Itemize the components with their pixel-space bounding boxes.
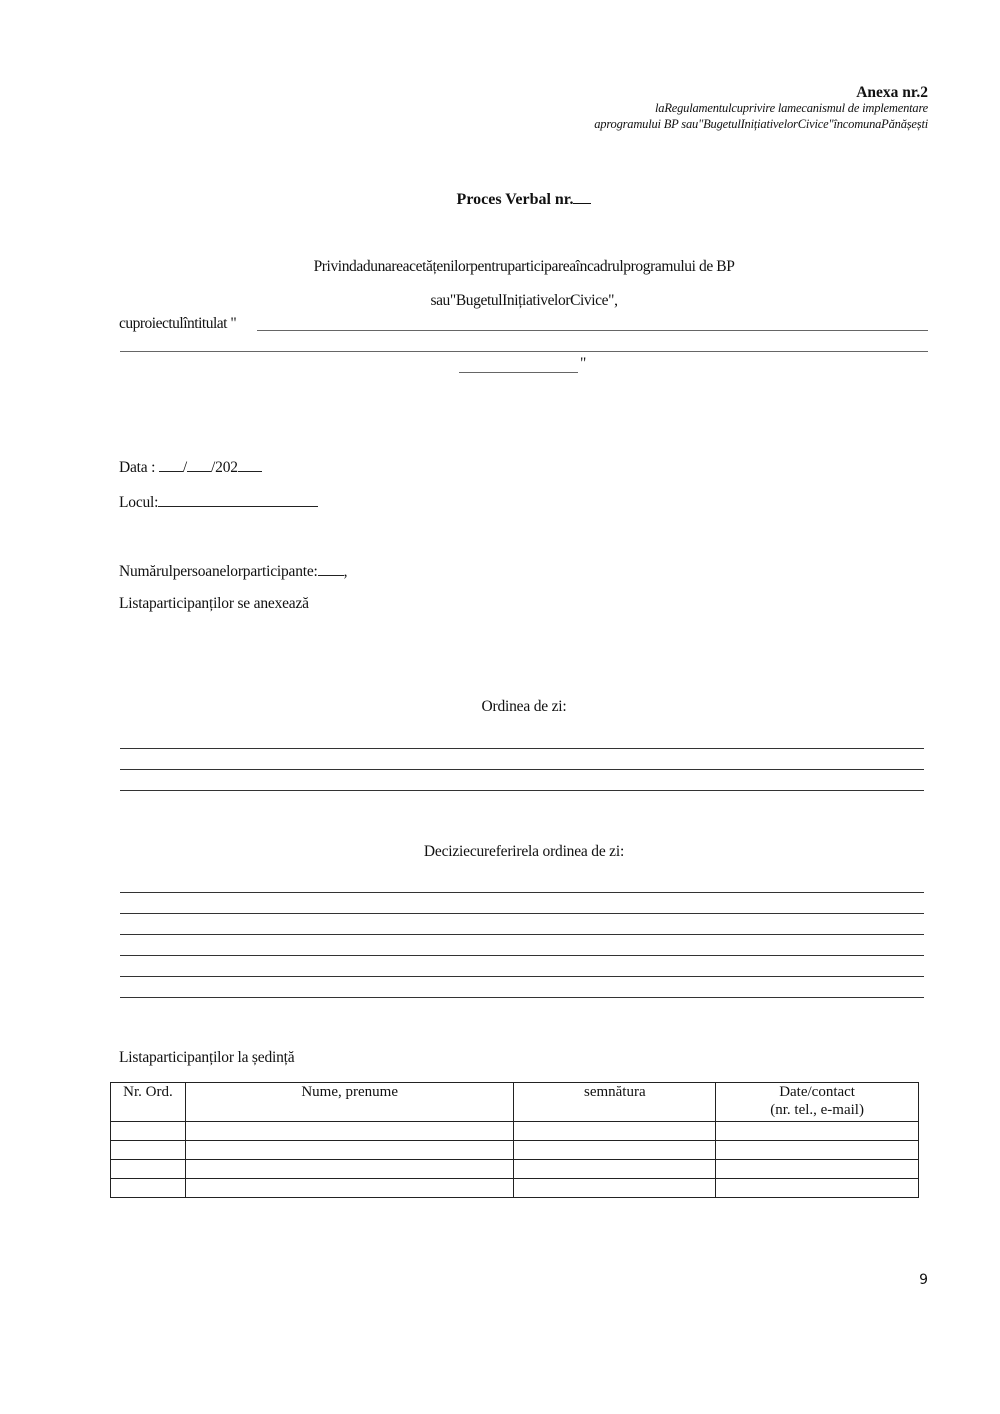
document-title [0,189,1000,209]
cell-nr-ord[interactable] [111,1141,186,1160]
agenda-line-3[interactable] [120,790,924,791]
annex-subtitle-line2: aprogramului BP sau"BugetulInițiativelorCivice"încomunaPănășești [594,117,928,131]
participants-count-suffix: , [343,563,348,580]
project-title-close-quote: " [580,355,587,372]
column-header-signature: semnătura [514,1083,716,1122]
date-year-blank[interactable] [238,458,262,472]
cell-signature[interactable] [514,1122,716,1141]
date-separator-2: /202 [211,459,238,476]
cell-signature[interactable] [514,1160,716,1179]
place-label: Locul: [119,494,159,511]
date-day-blank[interactable] [159,458,183,472]
decisions-heading: Deciziecureferirela ordinea de zi: [423,843,625,860]
table-header-row [111,1083,919,1122]
project-title-label: cuproiectulîntitulat " [119,315,237,332]
column-header-name: Nume, prenume [185,1083,514,1122]
cell-signature[interactable] [514,1141,716,1160]
participants-count-label: Numărulpersoanelorparticipante: [119,563,318,580]
agenda-line-1[interactable] [120,748,924,749]
participants-annex-note: Listaparticipanților se anexează [119,595,309,612]
decisions-line-2[interactable] [120,913,924,914]
decisions-line-6[interactable] [120,997,924,998]
date-label: Data : [119,459,159,476]
table-row [111,1179,919,1198]
project-title-blank-3[interactable] [459,372,578,373]
decisions-line-4[interactable] [120,955,924,956]
cell-contact[interactable] [716,1141,919,1160]
document-number-blank[interactable] [573,189,591,204]
cell-name[interactable] [185,1160,514,1179]
table-row [111,1160,919,1179]
table-row [111,1141,919,1160]
agenda-line-2[interactable] [120,769,924,770]
cell-nr-ord[interactable] [111,1179,186,1198]
column-header-contact-subtitle: (nr. tel., e-mail) [770,1102,864,1118]
project-title-blank-1[interactable] [257,330,928,331]
table-row [111,1122,919,1141]
subject-line1: Privindadunareacetățenilorpentruparticipareaîncadrulprogramului de BP [313,258,735,275]
agenda-heading: Ordinea de zi: [481,698,567,715]
participants-list-heading: Listaparticipanților la ședință [119,1049,295,1066]
cell-contact[interactable] [716,1179,919,1198]
date-month-blank[interactable] [187,458,211,472]
date-field [119,458,262,477]
project-title-blank-2[interactable] [120,351,928,352]
date-separator-1: / [182,459,188,476]
place-blank[interactable] [158,493,318,507]
annex-title: Anexa nr.2 [856,84,928,101]
decisions-line-5[interactable] [120,976,924,977]
participants-count-blank[interactable] [318,562,344,576]
cell-name[interactable] [185,1179,514,1198]
subject-line2: sau"BugetulInițiativelorCivice", [430,292,618,309]
cell-signature[interactable] [514,1179,716,1198]
column-header-nr-ord: Nr. Ord. [111,1083,186,1122]
decisions-line-1[interactable] [120,892,924,893]
cell-nr-ord[interactable] [111,1160,186,1179]
cell-contact[interactable] [716,1160,919,1179]
annex-subtitle-line1: laRegulamentulcuprivire lamecanismul de implementare [655,101,928,115]
decisions-line-3[interactable] [120,934,924,935]
cell-contact[interactable] [716,1122,919,1141]
column-header-contact-title: Date/contact [779,1084,855,1100]
cell-name[interactable] [185,1141,514,1160]
cell-name[interactable] [185,1122,514,1141]
participants-table [110,1082,919,1198]
place-field [119,493,318,512]
cell-nr-ord[interactable] [111,1122,186,1141]
document-title-text: Proces Verbal nr. [456,191,574,208]
column-header-contact [716,1083,919,1122]
participants-count-field [119,562,347,581]
page-number: 9 [919,1272,928,1288]
